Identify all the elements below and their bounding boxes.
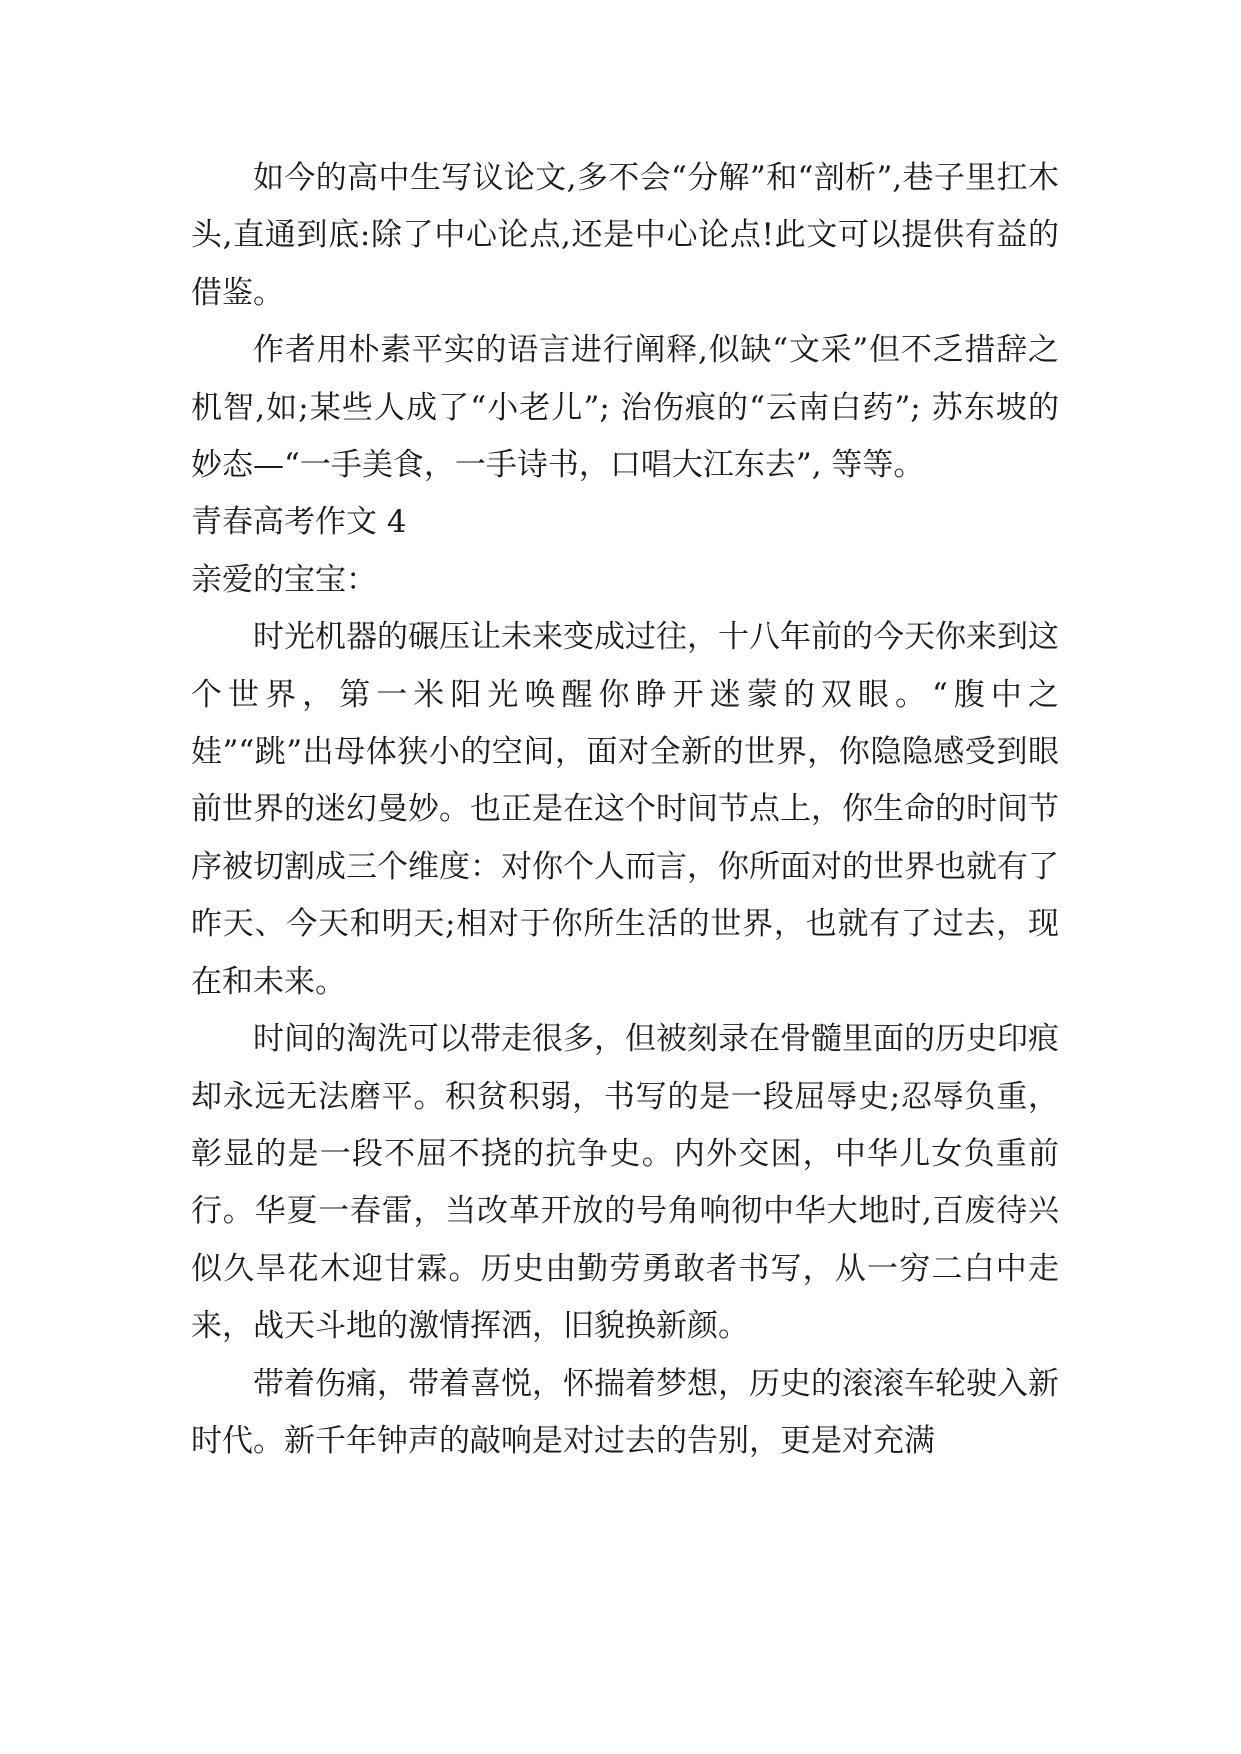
letter-paragraph-3: 带着伤痛，带着喜悦，怀揣着梦想，历史的滚滚车轮驶入新时代。新千年钟声的敲响是对过去的告别，更是对充满 <box>191 1365 1059 1459</box>
paragraph-commentary-2: 作者用朴素平实的语言进行阐释,似缺“文采”但不乏措辞之机智,如;某些人成了“小老儿”; 治伤痕的“云南白药”; 苏东坡的妙态—“一手美食，一手诗书，口唱大江东去”, 等等。 <box>191 332 1059 484</box>
letter-paragraph-2: 时间的淘洗可以带走很多，但被刻录在骨髓里面的历史印痕却永远无法磨平。积贫积弱，书写的是一段屈辱史;忍辱负重，彰显的是一段不屈不挠的抗争史。内外交困，中华儿女负重前行。华夏一春雷，当改革开放的号角响彻中华大地时,百废待兴似久旱花木迎甘霖。历史由勤劳勇敢者书写，从一穷二白中走来，战天斗地的激情挥洒，旧貌换新颜。 <box>191 1021 1059 1345</box>
letter-salutation: 亲爱的宝宝： <box>191 561 377 598</box>
section-title: 青春高考作文 4 <box>191 504 407 541</box>
letter-paragraph-1: 时光机器的碾压让未来变成过往，十八年前的今天你来到这个世界，第一米阳光唤醒你睁开迷蒙的双眼。“腹中之娃”“跳”出母体狭小的空间，面对全新的世界，你隐隐感受到眼前世界的迷幻曼妙。也正是在这个时间节点上，你生命的时间节序被切割成三个维度：对你个人而言，你所面对的世界也就有了昨天、今天和明天;相对于你所生活的世界，也就有了过去，现在和未来。 <box>191 619 1059 1000</box>
document-body <box>191 150 1059 1470</box>
paragraph-commentary-1: 如今的高中生写议论文,多不会“分解”和“剖析”,巷子里扛木头,直通到底:除了中心论点,还是中心论点!此文可以提供有益的借鉴。 <box>191 160 1059 311</box>
